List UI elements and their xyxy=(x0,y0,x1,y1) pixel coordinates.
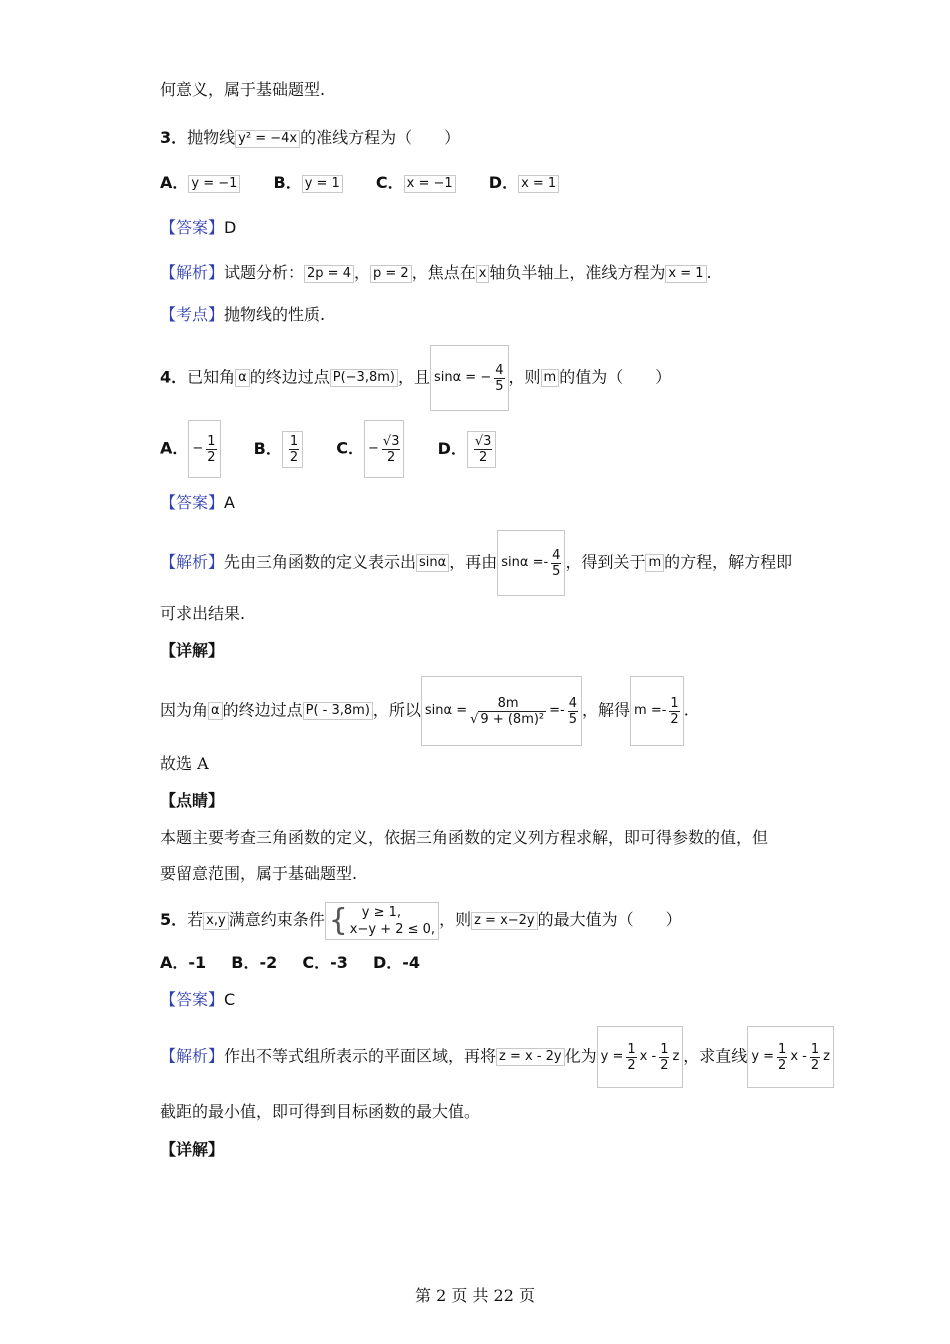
option-b: B． 1 2 xyxy=(254,423,303,475)
question-5-options xyxy=(160,953,440,973)
option-d: D． x = 1 xyxy=(489,173,559,193)
question-3-options xyxy=(160,173,587,193)
sin-equation: sinα = − $\frac{4}{5}$ xyxy=(430,345,509,411)
question-3-point: 【考点】抛物线的性质. xyxy=(160,305,326,324)
question-4-answer: 【答案】A xyxy=(160,493,235,512)
page-footer: 第 2 页 共 22 页 xyxy=(415,1286,535,1305)
question-5-detail-tag: 【详解】 xyxy=(160,1140,225,1159)
constraint-system: { y ≥ 1, x−y + 2 ≤ 0, xyxy=(325,902,439,940)
question-3-answer: 【答案】D xyxy=(160,218,237,237)
question-4-comment-tag: 【点睛】 xyxy=(160,791,225,810)
question-5-stem: 5．若 x,y 满意约束条件 { y ≥ 1, x−y + 2 ≤ 0, ，则 z = x−2y 的最大值为（ ） xyxy=(160,902,682,938)
paragraph: 何意义，属于基础题型. xyxy=(160,80,326,99)
question-4-stem: 4．已知角 α 的终边过点 P(−3,8m) ，且 sinα = − $\frac{4}{5}$ ，则 m 的值为（ ） xyxy=(160,345,671,405)
option-b: B．-2 xyxy=(231,953,278,972)
option-a: A．-1 xyxy=(160,953,207,972)
question-4-detail: 因为角 α 的终边过点 P( - 3,8m) ，所以 sinα = $\frac{8m}{\text{√ 9 + (8m)²}}$ =- 4 5 ，解得 m =- 1 2 . xyxy=(160,676,689,740)
question-5-answer: 【答案】C xyxy=(160,990,236,1009)
option-a: A． y = −1 xyxy=(160,173,240,193)
option-d: D． √3 2 xyxy=(438,423,497,475)
question-4-comment: 本题主要考查三角函数的定义，依据三角函数的定义列方程求解，即可得参数的值，但 xyxy=(160,828,769,847)
question-5-analysis-cont: 截距的最小值，即可得到目标函数的最大值。 xyxy=(160,1102,481,1121)
question-5-analysis: 【解析】作出不等式组所表示的平面区域，再将 z = x - 2y 化为 y = $\frac{1}{2}$ x - 1 2 z ，求直线 y = $\frac{1}{2}$ x - 1 2 z xyxy=(160,1026,834,1082)
option-b: B． y = 1 xyxy=(274,173,343,193)
option-c: C．-3 xyxy=(302,953,348,972)
question-4-analysis-cont: 可求出结果. xyxy=(160,604,246,623)
question-4-comment-cont: 要留意范围，属于基础题型. xyxy=(160,864,358,883)
option-c: C． − $\frac{√3}{2}$ xyxy=(336,420,404,478)
question-4-detail-tag: 【详解】 xyxy=(160,641,225,660)
question-4-choose: 故选 A xyxy=(160,754,209,773)
option-d: D．-4 xyxy=(372,953,421,972)
option-a: A． − $\frac{1}{2}$ xyxy=(160,420,221,478)
question-3-analysis: 【解析】试题分析： 2p = 4 ， p = 2 ，焦点在 x 轴负半轴上，准线方程为 x = 1 . xyxy=(160,263,712,282)
question-3-stem: 3．抛物线 y² = −4x 的准线方程为（ ） xyxy=(160,128,461,147)
question-4-analysis: 【解析】先由三角函数的定义表示出 sinα ，再由 sinα =- 4 5 ，得到关于 m 的方程，解方程即 xyxy=(160,530,792,590)
question-4-options xyxy=(160,420,524,472)
option-c: C． x = −1 xyxy=(376,173,456,193)
equation: y² = −4x xyxy=(235,130,300,148)
